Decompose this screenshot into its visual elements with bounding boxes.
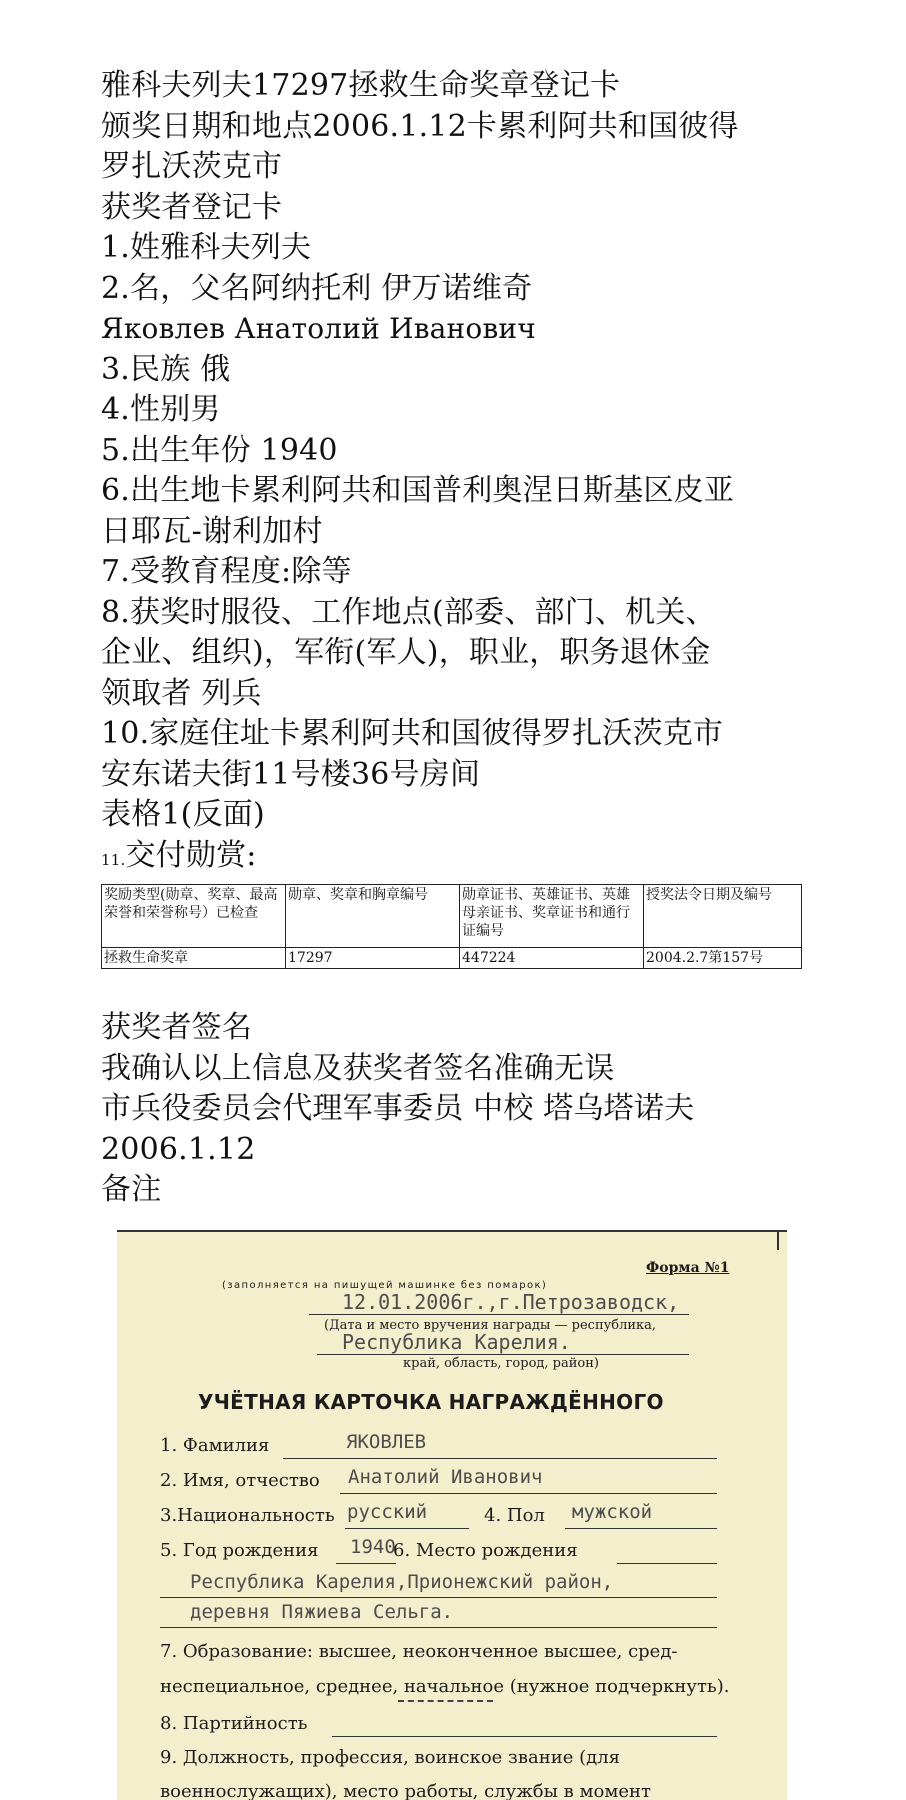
cell-award-type: 拯救生命奖章 bbox=[102, 948, 286, 969]
surname-value: ЯКОВЛЕВ bbox=[346, 1431, 427, 1453]
education-line-1: 7. Образование: высшее, неоконченное высшее, сред- bbox=[160, 1641, 678, 1662]
form-reverse-heading: 表格1(反面) bbox=[101, 797, 265, 832]
cell-award-number: 17297 bbox=[286, 948, 460, 969]
translated-card-text bbox=[101, 66, 811, 880]
birth-year-label: 5. Год рождения bbox=[160, 1540, 319, 1561]
header-award-type: 奖励类型(勋章、奖章、最高荣誉和荣誉称号）已检查 bbox=[102, 885, 286, 948]
position-line-1: 9. Должность, профессия, воинское звание (для bbox=[160, 1747, 620, 1768]
typed-republic: Республика Карелия. bbox=[342, 1330, 571, 1354]
nationality-label: 3.Национальность bbox=[160, 1505, 335, 1526]
birthplace-line bbox=[617, 1563, 717, 1564]
scan-top-border bbox=[117, 1230, 787, 1232]
confirmation-text: 我确认以上信息及获奖者签名准确无误 bbox=[101, 1050, 615, 1086]
birthplace-value-2: деревня Пяжиева Сельга. bbox=[190, 1601, 454, 1623]
field-address: 10.家庭住址卡累利阿共和国彼得罗扎沃茨克市 bbox=[101, 716, 724, 751]
surname-label: 1. Фамилия bbox=[160, 1435, 270, 1456]
party-label: 8. Партийность bbox=[160, 1713, 308, 1734]
sex-value: мужской bbox=[572, 1501, 653, 1523]
signature-section bbox=[101, 1008, 811, 1211]
education-selected-underline bbox=[398, 1700, 493, 1702]
date-place-underline bbox=[309, 1314, 689, 1315]
birthplace-line-3 bbox=[160, 1627, 717, 1628]
doc-title: 雅科夫列夫17297拯救生命奖章登记卡 bbox=[101, 68, 621, 103]
field-name-russian: Яковлев Анатолий Иванович bbox=[101, 312, 537, 345]
table-header-row bbox=[102, 885, 802, 948]
field-workplace-cont: 企业、组织)，军衔(军人)，职业，职务退休金 bbox=[101, 635, 711, 670]
field-name-patronymic: 2.名，父名阿纳托利 伊万诺维奇 bbox=[101, 270, 533, 306]
award-date-place-line-cont: 罗扎沃茨克市 bbox=[101, 149, 283, 184]
table-row bbox=[102, 948, 802, 969]
cell-decree-date-number: 2004.2.7第157号 bbox=[644, 948, 802, 969]
name-patronymic-value: Анатолий Иванович bbox=[348, 1466, 543, 1488]
award-date-place-line: 颁奖日期和地点2006.1.12卡累利阿共和国彼得 bbox=[101, 108, 739, 144]
birthplace-line-2 bbox=[160, 1597, 717, 1598]
nationality-line bbox=[345, 1528, 469, 1529]
date-place-caption: (Дата и место вручения награды — республика, bbox=[324, 1318, 657, 1333]
field-address-cont: 安东诺夫街11号楼36号房间 bbox=[101, 756, 481, 792]
item-11-text: 交付勋赏: bbox=[125, 837, 257, 873]
republic-underline bbox=[317, 1354, 689, 1355]
sex-label: 4. Пол bbox=[484, 1505, 545, 1526]
awards-table bbox=[101, 884, 802, 969]
scanned-original-card bbox=[117, 1230, 787, 1800]
field-sex: 4.性别男 bbox=[101, 392, 221, 427]
surname-line bbox=[283, 1458, 717, 1459]
field-workplace: 8.获奖时服役、工作地点(部委、部门、机关、 bbox=[101, 594, 716, 630]
header-award-number: 勋章、奖章和胸章编号 bbox=[286, 885, 460, 948]
card-title: УЧЁТНАЯ КАРТОЧКА НАГРАЖДЁННОГО bbox=[198, 1390, 664, 1414]
education-line-2: неспециальное, среднее, начальное (нужное подчеркнуть). bbox=[160, 1676, 730, 1697]
name-patronymic-line bbox=[340, 1493, 717, 1494]
field-surname: 1.姓雅科夫列夫 bbox=[101, 230, 312, 265]
field-awards-heading bbox=[101, 836, 811, 881]
commissioner-text: 市兵役委员会代理军事委员 中校 塔乌塔诺夫 bbox=[101, 1091, 695, 1126]
field-workplace-cont2: 领取者 列兵 bbox=[101, 675, 262, 711]
birth-year-value: 1940 bbox=[350, 1536, 396, 1558]
form-number: Форма №1 bbox=[646, 1260, 730, 1276]
birth-year-line bbox=[336, 1563, 396, 1564]
section-heading: 获奖者登记卡 bbox=[101, 189, 283, 225]
signature-date: 2006.1.12 bbox=[101, 1131, 256, 1167]
name-patronymic-label: 2. Имя, отчество bbox=[160, 1470, 320, 1491]
item-11-number: 11. bbox=[101, 850, 126, 869]
scan-edge-mark bbox=[777, 1232, 779, 1250]
field-birth-year: 5.出生年份 1940 bbox=[101, 432, 338, 468]
position-line-2: военнослужащих), место работы, службы в момент bbox=[160, 1781, 651, 1800]
field-education: 7.受教育程度:除等 bbox=[101, 554, 352, 589]
region-caption: край, область, город, район) bbox=[403, 1356, 599, 1371]
nationality-value: русский bbox=[347, 1501, 428, 1523]
recipient-signature: 获奖者签名 bbox=[101, 1010, 252, 1045]
field-birthplace: 6.出生地卡累利阿共和国普利奥涅日斯基区皮亚 bbox=[101, 473, 735, 508]
header-certificate-number: 勋章证书、英雄证书、英雄母亲证书、奖章证书和通行证编号 bbox=[460, 885, 644, 948]
typed-date-place: 12.01.2006г.,г.Петрозаводск, bbox=[342, 1290, 680, 1314]
field-birthplace-cont: 日耶瓦-谢利加村 bbox=[101, 513, 323, 549]
cell-certificate-number: 447224 bbox=[460, 948, 644, 969]
party-line bbox=[332, 1736, 717, 1737]
field-nationality: 3.民族 俄 bbox=[101, 351, 231, 387]
birthplace-value-1: Республика Карелия,Прионежский район, bbox=[190, 1571, 614, 1593]
birthplace-label: 6. Место рождения bbox=[393, 1540, 578, 1561]
header-decree-date-number: 授奖法令日期及编号 bbox=[644, 885, 802, 948]
typing-instruction: (заполняется на пишущей машинке без помарок) bbox=[222, 1280, 548, 1291]
sex-line bbox=[565, 1528, 717, 1529]
notes-label: 备注 bbox=[101, 1172, 162, 1207]
